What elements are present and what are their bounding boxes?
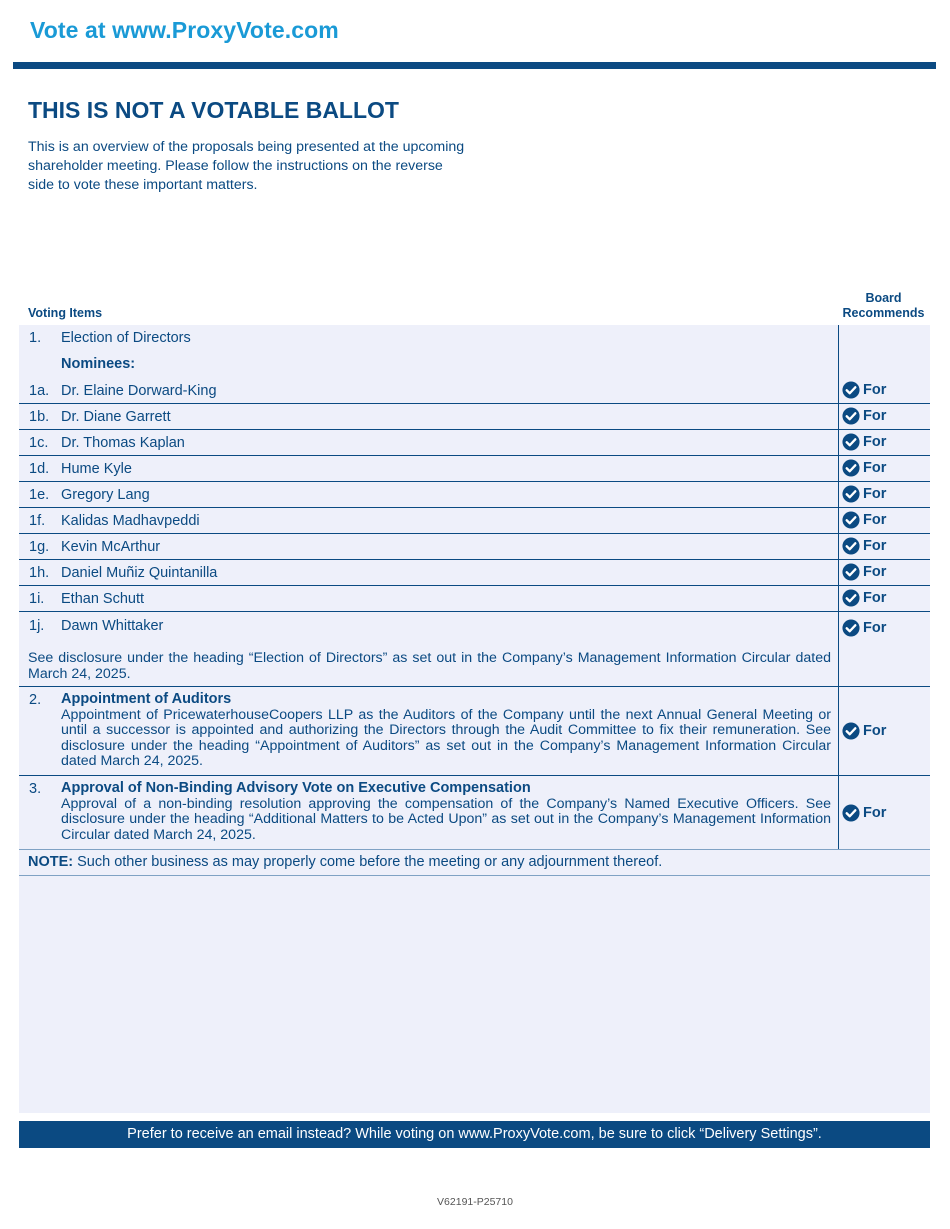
note-line xyxy=(28,854,662,870)
check-circle-icon xyxy=(842,381,860,399)
nominee-number: 1c. xyxy=(29,435,49,451)
nominee-name: Hume Kyle xyxy=(61,461,132,477)
row-divider xyxy=(19,559,930,560)
row-divider xyxy=(19,611,930,612)
column-header-board-recommends: Board Recommends xyxy=(842,291,925,320)
item1-disclosure: See disclosure under the heading “Election of Directors” as set out in the Company’s Management Information Circular dated March 24, 2025. xyxy=(28,650,831,682)
row-divider xyxy=(19,455,930,456)
row-divider xyxy=(19,875,930,876)
nominee-number: 1i. xyxy=(29,591,45,607)
board-recommendation xyxy=(842,511,886,529)
ballot-intro: This is an overview of the proposals being presented at the upcoming shareholder meeting. Please follow the instructions on the reverse side to vote these important matters. xyxy=(28,139,465,193)
check-circle-icon xyxy=(842,804,860,822)
check-circle-icon xyxy=(842,511,860,529)
recommendation-label: For xyxy=(863,408,887,424)
nominee-name: Dr. Diane Garrett xyxy=(61,409,171,425)
board-recommendation xyxy=(842,485,886,503)
item3-title: Approval of Non-Binding Advisory Vote on Executive Compensation xyxy=(61,780,531,796)
check-circle-icon xyxy=(842,407,860,425)
board-recommendation xyxy=(842,381,886,399)
board-recommendation xyxy=(842,804,886,822)
check-circle-icon xyxy=(842,459,860,477)
nominee-number: 1f. xyxy=(29,513,46,529)
row-divider xyxy=(19,481,930,482)
row-divider xyxy=(19,403,930,404)
check-circle-icon xyxy=(842,485,860,503)
item2-block xyxy=(61,692,831,770)
check-circle-icon xyxy=(842,433,860,451)
ballot-title: THIS IS NOT A VOTABLE BALLOT xyxy=(28,97,399,123)
nominee-number: 1g. xyxy=(29,539,50,555)
row-divider xyxy=(19,533,930,534)
nominee-name: Ethan Schutt xyxy=(61,591,145,607)
row-divider xyxy=(19,775,930,776)
board-recommendation xyxy=(842,407,886,425)
recommendation-label: For xyxy=(863,723,887,739)
recommendation-label: For xyxy=(863,538,887,554)
recommendation-label: For xyxy=(863,590,887,606)
nominee-number: 1j. xyxy=(29,618,45,634)
check-circle-icon xyxy=(842,537,860,555)
check-circle-icon xyxy=(842,619,860,637)
document-code: V62191-P25710 xyxy=(437,1196,513,1208)
nominees-label: Nominees: xyxy=(61,356,136,372)
nominee-name: Kalidas Madhavpeddi xyxy=(61,513,200,529)
recommendation-label: For xyxy=(863,805,887,821)
check-circle-icon xyxy=(842,589,860,607)
board-recommendation xyxy=(842,589,886,607)
nominee-name: Kevin McArthur xyxy=(61,539,161,555)
row-divider xyxy=(19,429,930,430)
email-delivery-banner: Prefer to receive an email instead? While voting on www.ProxyVote.com, be sure to click “Delivery Settings”. xyxy=(19,1121,930,1148)
nominee-name: Gregory Lang xyxy=(61,487,150,503)
row-divider xyxy=(19,585,930,586)
item-label: Election of Directors xyxy=(61,330,191,346)
recommendation-label: For xyxy=(863,460,887,476)
item-number: 3. xyxy=(29,781,42,797)
recommendation-label: For xyxy=(863,564,887,580)
note-label: NOTE: xyxy=(28,854,74,870)
check-circle-icon xyxy=(842,722,860,740)
check-circle-icon xyxy=(842,563,860,581)
board-recommendation xyxy=(842,459,886,477)
row-divider xyxy=(19,507,930,508)
recommendation-label: For xyxy=(863,486,887,502)
recommendation-label: For xyxy=(863,434,887,450)
nominee-number: 1e. xyxy=(29,487,50,503)
board-recommendation xyxy=(842,563,886,581)
item3-body: Approval of a non-binding resolution approving the compensation of the Company’s Named Executive Officers. See disclosure under the heading “Additional Matters to be Acted Upon” as set out in the Company’s Management Information Circular dated March 24, 2025. xyxy=(61,795,831,843)
nominee-name: Dawn Whittaker xyxy=(61,618,164,634)
board-recommendation xyxy=(842,433,886,451)
item2-title: Appointment of Auditors xyxy=(61,691,232,707)
board-recommendation xyxy=(842,722,886,740)
nominee-number: 1a. xyxy=(29,383,50,399)
row-divider xyxy=(19,686,930,687)
item-number: 2. xyxy=(29,692,42,708)
item3-block xyxy=(61,781,831,843)
item-number: 1. xyxy=(29,330,42,346)
header-bar xyxy=(13,62,936,69)
item2-body: Appointment of PricewaterhouseCoopers LLP as the Auditors of the Company until the next Annual General Meeting or until a successor is appointed and authorizing the Directors through the Audit Committee to fix their remuneration. See disclosure under the heading “Appointment of Auditors” as set out in the Company’s Management Information Circular dated March 24, 2025. xyxy=(61,706,831,769)
nominee-name: Dr. Elaine Dorward-King xyxy=(61,383,217,399)
recommendation-label: For xyxy=(863,382,887,398)
header-title: Vote at www.ProxyVote.com xyxy=(30,17,339,43)
board-recommendation xyxy=(842,619,886,637)
column-header-voting-items: Voting Items xyxy=(28,306,103,320)
note-text: Such other business as may properly come before the meeting or any adjournment thereof. xyxy=(77,854,663,870)
nominee-number: 1b. xyxy=(29,409,50,425)
nominee-number: 1h. xyxy=(29,565,50,581)
nominee-number: 1d. xyxy=(29,461,50,477)
nominee-name: Dr. Thomas Kaplan xyxy=(61,435,185,451)
nominee-name: Daniel Muñiz Quintanilla xyxy=(61,565,218,581)
recommendation-label: For xyxy=(863,620,887,636)
recommendation-label: For xyxy=(863,512,887,528)
row-divider xyxy=(19,849,930,850)
board-recommendation xyxy=(842,537,886,555)
